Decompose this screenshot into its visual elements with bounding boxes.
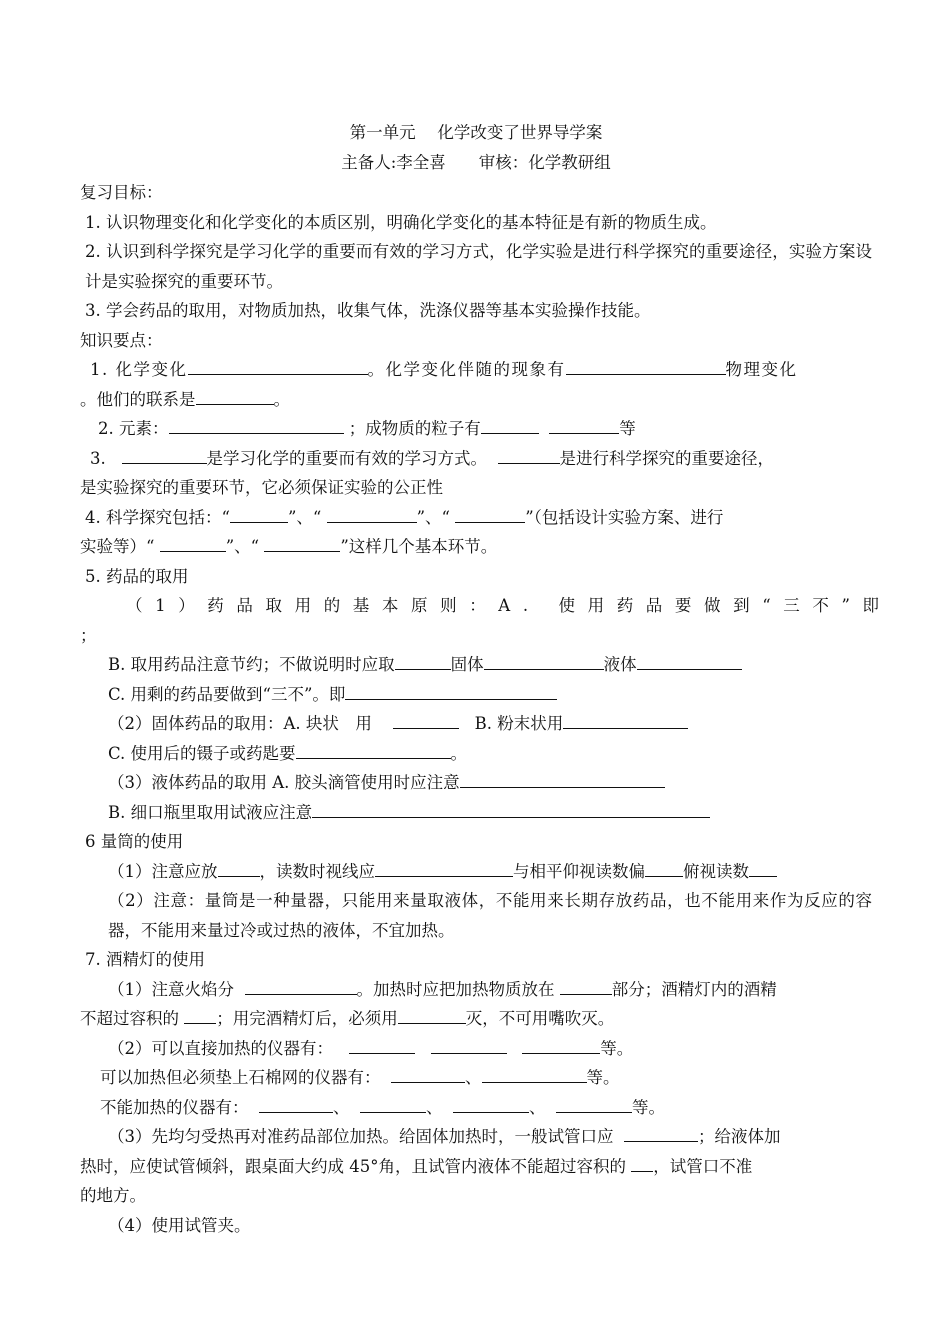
knowledge-item-5-line-1-end: ； [80,625,97,645]
knowledge-item-2: 2. 元素： ；成物质的粒子有 等 [98,419,636,438]
knowledge-item-7-line-1-cont: 不超过容积的 ；用完酒精灯后，必须用 灭，不可用嘴吹灭。 [80,1009,615,1028]
fill-blank[interactable] [563,712,688,729]
knowledge-item-3: 3. 是学习化学的重要而有效的学习方式。 是进行科学探究的重要途径， [90,448,774,468]
fill-blank[interactable] [631,1155,653,1172]
fill-blank[interactable] [160,535,226,552]
fill-blank[interactable] [184,1007,216,1024]
fill-blank[interactable] [566,358,726,375]
fill-blank[interactable] [481,417,539,434]
fill-blank[interactable] [484,653,604,670]
fill-blank[interactable] [522,1037,600,1054]
document-page [80,118,892,1240]
knowledge-item-7-line-4: 不能加热的仪器有： 、 、 、 等。 [100,1097,665,1117]
knowledge-item-5-line-4: （2）固体药品的取用：A. 块状 用 B. 粉末状用 [80,709,872,739]
fill-blank[interactable] [645,860,683,877]
knowledge-item-6-heading: 6 量筒的使用 [85,832,184,851]
knowledge-item-1-cont: 。他们的联系是 。 [80,389,290,409]
knowledge-item-7-line-3: 可以加热但必须垫上石棉网的仪器有： 、 等。 [100,1068,620,1087]
fill-blank[interactable] [482,1066,587,1083]
fill-blank[interactable] [345,683,557,700]
fill-blank[interactable] [196,388,274,405]
fill-blank[interactable] [312,801,710,818]
fill-blank[interactable] [556,1096,632,1113]
fill-blank[interactable] [398,1007,466,1024]
fill-blank[interactable] [230,506,288,523]
fill-blank[interactable] [549,417,619,434]
knowledge-item-5-line-7: B. 细口瓶里取用试液应注意 [80,798,872,828]
knowledge-item-5-line-2: B. 取用药品注意节约；不做说明时应取 固体 液体 [80,650,872,680]
fill-blank[interactable] [245,978,357,995]
review-heading: 复习目标： [80,183,163,202]
fill-blank[interactable] [560,978,612,995]
fill-blank[interactable] [431,1037,507,1054]
fill-blank[interactable] [188,358,368,375]
knowledge-item-5-line-3: C. 用剩的药品要做到“三不”。即 [80,680,872,710]
knowledge-item-7-line-5-end: 的地方。 [80,1186,146,1205]
fill-blank[interactable] [264,535,340,552]
fill-blank[interactable] [327,506,417,523]
knowledge-item-7-line-5: （3）先均匀受热再对准药品部位加热。给固体加热时，一般试管口应 ；给液体加 [108,1127,781,1146]
fill-blank[interactable] [349,1037,415,1054]
knowledge-item-7-heading: 7. 酒精灯的使用 [85,950,205,969]
fill-blank[interactable] [624,1125,698,1142]
knowledge-item-7-line-1: （1）注意火焰分 。加热时应把加热物质放在 部分；酒精灯内的酒精 [108,979,777,999]
fill-blank[interactable] [749,860,777,877]
fill-blank[interactable] [393,712,459,729]
fill-blank[interactable] [169,417,344,434]
fill-blank[interactable] [259,1096,333,1113]
knowledge-heading: 知识要点： [80,330,163,350]
document-subtitle: 主备人:李全喜 审核：化学教研组 [341,153,611,172]
knowledge-item-5-heading: 5. 药品的取用 [85,566,189,586]
knowledge-item-7-line-5-cont: 热时，应使试管倾斜，跟桌面大约成 45°角，且试管内液体不能超过容积的 ，试管口不准 [80,1156,753,1176]
review-item-1: 1. 认识物理变化和化学变化的本质区别，明确化学变化的基本特征是有新的物质生成。 [85,212,717,232]
fill-blank[interactable] [375,860,513,877]
fill-blank[interactable] [122,447,207,464]
fill-blank[interactable] [455,506,525,523]
document-title: 第一单元 化学改变了世界导学案 [349,123,603,142]
fill-blank[interactable] [296,742,451,759]
fill-blank[interactable] [218,860,260,877]
knowledge-item-5-line-6: （3）液体药品的取用 A. 胶头滴管使用时应注意 [80,768,872,798]
fill-blank[interactable] [360,1096,426,1113]
fill-blank[interactable] [395,653,451,670]
knowledge-item-7-line-6: （4）使用试管夹。 [108,1215,251,1235]
knowledge-item-4-cont: 实验等）“ ”、“ ”这样几个基本环节。 [80,537,498,556]
fill-blank[interactable] [391,1066,465,1083]
knowledge-item-6-line-2: （2）注意：量筒是一种量器，只能用来量取液体，不能用来长期存放药品，也不能用来作为反应的容器，不能用来量过冷或过热的液体，不宜加热。 [108,891,872,940]
review-item-2: 2. 认识到科学探究是学习化学的重要而有效的学习方式，化学实验是进行科学探究的重要途径，实验方案设计是实验探究的重要环节。 [85,242,872,291]
knowledge-item-4: 4. 科学探究包括：“ ”、“ ”、“ ”（包括设计实验方案、进行 [85,507,724,527]
knowledge-item-3-cont: 是实验探究的重要环节，它必须保证实验的公正性 [80,478,443,497]
fill-blank[interactable] [637,653,742,670]
knowledge-item-5-line-1: （1）药品取用的基本原则：A. 使用药品要做到“三不”即 [126,596,892,615]
fill-blank[interactable] [453,1096,529,1113]
knowledge-item-7-line-2: （2）可以直接加热的仪器有： 等。 [108,1038,634,1058]
review-item-3: 3. 学会药品的取用，对物质加热，收集气体，洗涤仪器等基本实验操作技能。 [85,301,651,320]
knowledge-item-5-line-5: C. 使用后的镊子或药匙要 。 [108,743,468,763]
fill-blank[interactable] [498,447,560,464]
knowledge-item-1: 1. 化学变化 。化学变化伴随的现象有 物理变化 [90,360,798,379]
knowledge-item-6-line-1: （1）注意应放 ，读数时视线应 与相平仰视读数偏 俯视读数 [80,857,872,887]
fill-blank[interactable] [460,771,665,788]
